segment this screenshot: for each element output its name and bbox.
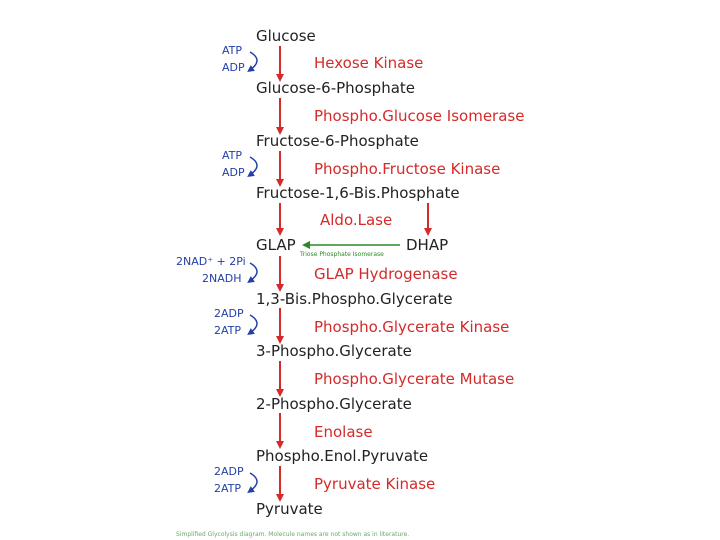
isomerase-label: Triose Phosphate Isomerase [300,251,384,258]
cofactor-step-3-out: ADP [222,166,245,179]
cofactor-curl-step-7 [250,315,257,333]
enzyme-phosphofructokinase: Phospho.Fructose Kinase [314,160,501,178]
enzyme-phosphoglycerate-mutase: Phospho.Glycerate Mutase [314,370,515,388]
cofactor-step-10-in: 2ADP [214,465,244,478]
enzyme-glap-hydrogenase: GLAP Hydrogenase [314,265,458,283]
enzyme-hexokinase: Hexose Kinase [314,54,424,72]
cofactor-step-3-in: ATP [222,149,243,162]
cofactor-step-1-in: ATP [222,44,243,57]
metabolite-2-phosphoglycerate: 2-Phospho.Glycerate [256,395,412,413]
metabolite-glucose-6-phosphate: Glucose-6-Phosphate [256,79,416,97]
metabolite-pyruvate: Pyruvate [256,500,323,518]
metabolite-3-phosphoglycerate: 3-Phospho.Glycerate [256,342,412,360]
metabolite-glap: GLAP [256,236,296,254]
metabolite-fructose-6-phosphate: Fructose-6-Phosphate [256,132,419,150]
cofactor-step-10-out: 2ATP [214,482,242,495]
cofactor-step-6-in: 2NAD⁺ + 2Pi [176,255,246,268]
cofactor-step-6-out: 2NADH [202,272,242,285]
cofactor-curl-step-6 [250,263,257,281]
metabolite-dhap: DHAP [406,236,449,254]
enzyme-phosphoglycerate-kinase: Phospho.Glycerate Kinase [314,318,510,336]
footer-note: Simplified Glycolysis diagram. Molecule names are not shown as in literature. [176,531,410,538]
cofactor-curl-step-3 [250,157,257,175]
cofactor-curl-step-1 [250,52,257,70]
cofactor-curl-step-10 [250,473,257,491]
cofactor-step-7-in: 2ADP [214,307,244,320]
metabolite-1-3-bisphosphoglycerate: 1,3-Bis.Phospho.Glycerate [256,290,453,308]
enzyme-aldolase: Aldo.Lase [320,211,393,229]
enzyme-pyruvate-kinase: Pyruvate Kinase [314,475,436,493]
cofactor-step-7-out: 2ATP [214,324,242,337]
enzyme-enolase: Enolase [314,423,373,441]
metabolite-glucose: Glucose [256,27,316,45]
cofactor-step-1-out: ADP [222,61,245,74]
enzyme-phosphoglucose-isomerase: Phospho.Glucose Isomerase [314,107,525,125]
metabolite-fructose-1-6-bisphosphate: Fructose-1,6-Bis.Phosphate [256,184,460,202]
metabolite-phosphoenolpyruvate: Phospho.Enol.Pyruvate [256,447,429,465]
